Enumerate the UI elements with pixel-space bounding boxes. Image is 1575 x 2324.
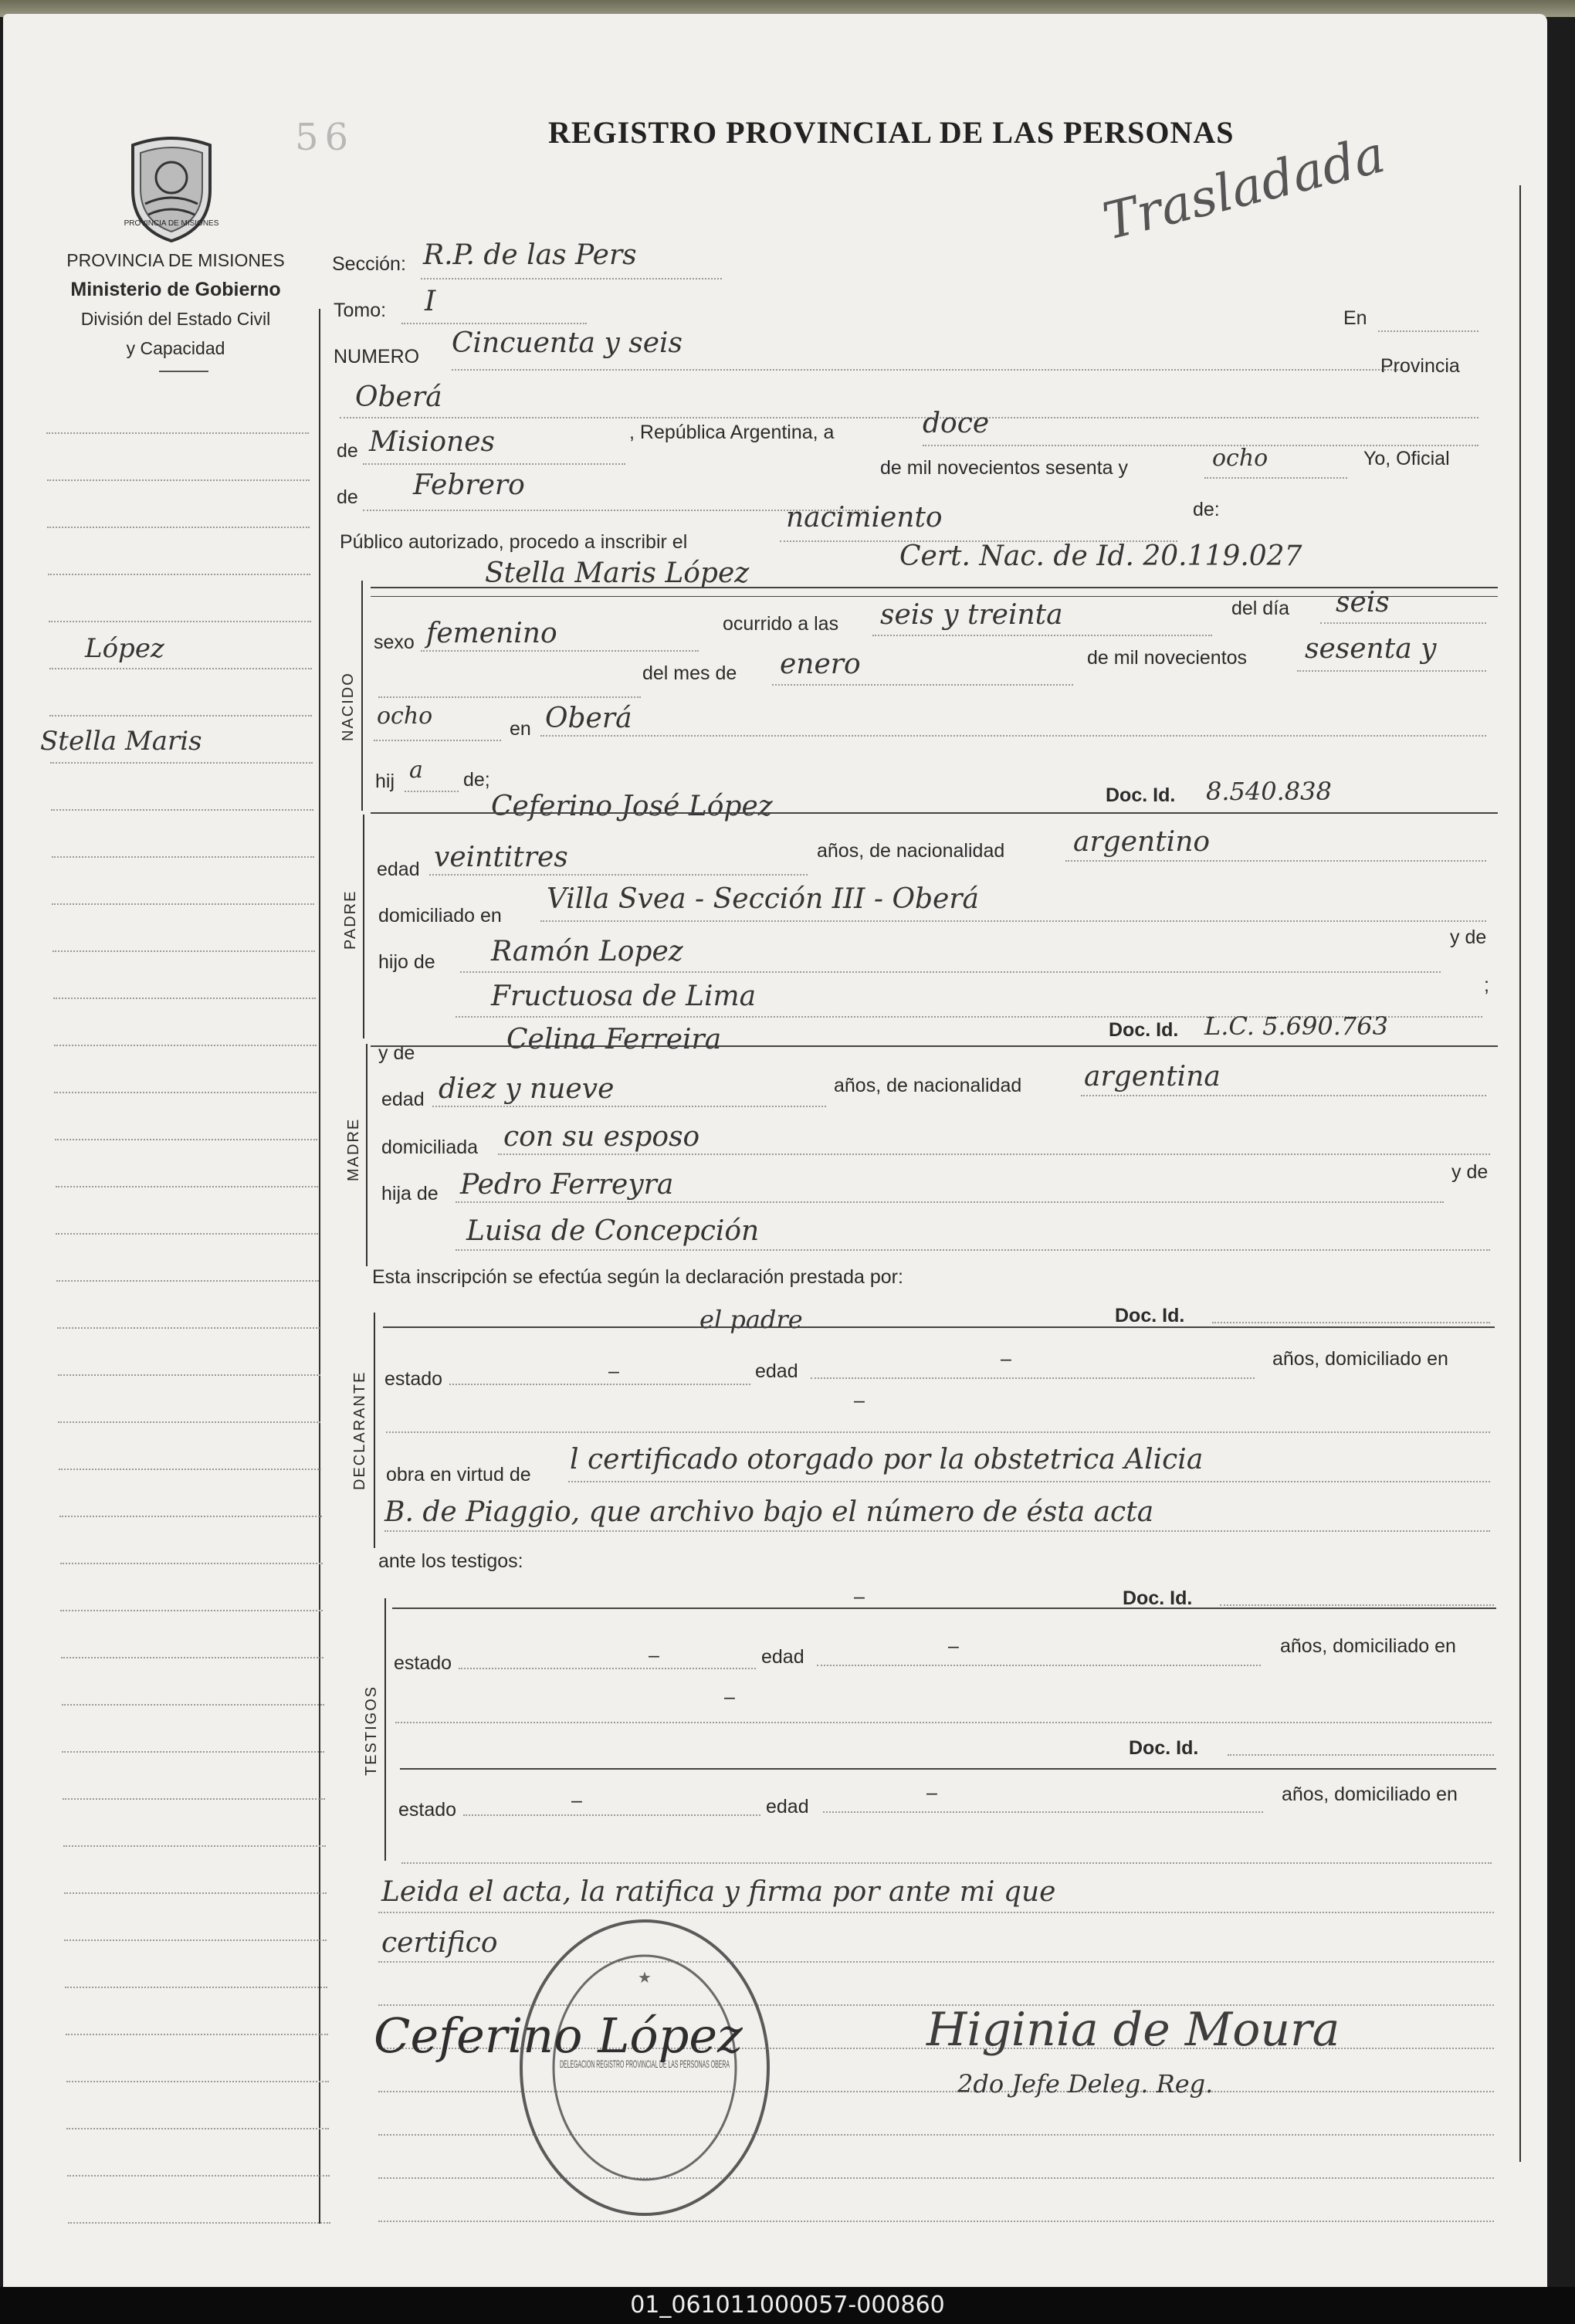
padre-hijo-label: hijo de [378, 951, 435, 973]
republica-label: , República Argentina, a [629, 422, 835, 443]
ocurrido-label: ocurrido a las [723, 613, 839, 635]
padre-anos-label: años, de nacionalidad [817, 840, 1005, 862]
ano-line [1204, 477, 1347, 479]
madre-doc-value: L.C. 5.690.763 [1204, 1011, 1388, 1041]
testigo2-edad-value: – [926, 1782, 937, 1804]
padre-padre-value: Ramón Lopez [491, 936, 683, 967]
margin-rule [51, 809, 313, 811]
margin-rule [47, 527, 310, 528]
yo-oficial-label: Yo, Oficial [1363, 448, 1450, 469]
margin-rule [65, 1987, 327, 1988]
testigo2-anos-label: años, domiciliado en [1282, 1784, 1458, 1805]
madre-dom-label: domiciliada [381, 1137, 479, 1158]
declarante-anos-label: años, domiciliado en [1272, 1348, 1448, 1370]
tomo-line [401, 323, 587, 324]
margin-rule [59, 1516, 322, 1517]
lugar-value: Oberá [355, 381, 442, 413]
obra-value-1: l certificado otorgado por la obstetrica Alicia [570, 1444, 1204, 1475]
margin-rule [56, 1280, 319, 1282]
testigos-label: ante los testigos: [378, 1550, 523, 1572]
madre-doc-label: Doc. Id. [1109, 1019, 1179, 1041]
margin-rule [48, 574, 310, 575]
obra-label: obra en virtud de [386, 1464, 531, 1486]
margin-rule [53, 998, 316, 999]
testigo2-estado-line [463, 1814, 760, 1816]
de-label-2: de [337, 486, 358, 508]
en-label-2: en [510, 718, 531, 740]
mil-novecientos-label-2: de mil novecientos [1087, 647, 1248, 669]
testigo2-doc-label: Doc. Id. [1129, 1737, 1199, 1759]
obra-value-2: B. de Piaggio, que archivo bajo el número de ésta acta [384, 1496, 1154, 1528]
margin-rule [47, 479, 310, 481]
acto-value: nacimiento [786, 502, 943, 534]
margin-rule [63, 1845, 326, 1847]
margin-rule [50, 762, 313, 764]
margin-rule [67, 2175, 330, 2177]
trasladada-stamp: Trasladada [1097, 124, 1391, 252]
dia-nac-line [1320, 622, 1486, 624]
testigo1-dom-line [395, 1722, 1492, 1723]
en-label: En [1343, 307, 1367, 329]
testigo1-edad-line [817, 1665, 1261, 1666]
registry-seal [510, 1913, 780, 2222]
obra-line-2 [384, 1530, 1490, 1532]
de-label: de [337, 440, 358, 462]
numero-label: NUMERO [334, 346, 420, 368]
padre-semicolon: ; [1484, 974, 1489, 996]
hora-line [872, 635, 1212, 636]
mes-value: Febrero [413, 469, 525, 501]
testigo2-edad-label: edad [766, 1796, 809, 1818]
signature-official: Higinia de Moura [926, 2003, 1340, 2057]
margin-rule [62, 1751, 324, 1753]
testigo2-edad-line [823, 1811, 1263, 1813]
testigo2-estado-label: estado [398, 1799, 457, 1821]
margin-rule [52, 950, 315, 952]
testigo2-estado-value: – [571, 1790, 582, 1811]
declarante-doc-line [1212, 1322, 1490, 1323]
sexo-label: sexo [374, 632, 415, 653]
mil-novecientos-label: de mil novecientos sesenta y [880, 457, 1129, 479]
madre-hija-label: hija de [381, 1183, 439, 1204]
tomo-value: I [425, 286, 436, 317]
madre-madre-value: Luisa de Concepción [466, 1215, 760, 1247]
padre-y-de-label: y de [1450, 927, 1487, 948]
ano-nac-value: sesenta y [1305, 633, 1437, 665]
declarante-estado-value: – [608, 1360, 619, 1382]
signature-declarante: Ceferino López [374, 2007, 743, 2064]
ano-nac-line [1297, 670, 1486, 672]
provincia-value: Misiones [369, 426, 496, 458]
nacido-rule [361, 581, 363, 811]
testigo1-estado-label: estado [394, 1652, 452, 1674]
hij-suffix-value: a [409, 757, 423, 784]
margin-rule [58, 1374, 320, 1376]
madre-rule [366, 1044, 368, 1266]
padre-padre-line [460, 971, 1441, 973]
madre-nombre-value: Celina Ferreira [506, 1024, 722, 1055]
declarante-estado-line [449, 1384, 750, 1385]
seccion-value: R.P. de las Pers [423, 239, 637, 271]
padre-dom-line [540, 920, 1486, 922]
nacido-top-rule [371, 587, 1498, 588]
division-line-2: y Capacidad [126, 338, 225, 358]
margin-rule [58, 1421, 320, 1423]
margin-rule [60, 1563, 323, 1564]
madre-edad-line [432, 1106, 826, 1107]
madre-anos-label: años, de nacionalidad [834, 1075, 1022, 1096]
padre-nombre-value: Ceferino José López [491, 791, 773, 822]
declarante-edad-value: – [1001, 1348, 1011, 1370]
lugar-nac-value: Oberá [545, 703, 632, 734]
testigo2-dom-line [401, 1862, 1492, 1864]
padre-top-rule [371, 812, 1498, 814]
madre-dom-value: con su esposo [503, 1121, 700, 1153]
seccion-label: Sección: [332, 253, 406, 275]
testigo1-edad-value: – [948, 1635, 959, 1657]
margin-rule [54, 1045, 317, 1046]
testigo2-top-rule [400, 1768, 1496, 1770]
testigo1-doc-label: Doc. Id. [1123, 1587, 1193, 1609]
ministry-header [31, 246, 320, 363]
margin-rule [59, 1469, 321, 1470]
nombre-value: Stella Maris López [485, 557, 750, 589]
del-dia-label: del día [1231, 598, 1290, 619]
padre-nac-line [1065, 860, 1486, 862]
madre-nac-line [1081, 1095, 1486, 1096]
testigo1-dom-value: – [724, 1686, 735, 1708]
margin-rule [55, 1139, 317, 1140]
madre-padre-line [456, 1201, 1444, 1203]
left-column-rule [319, 309, 320, 2224]
header-divider [159, 371, 208, 372]
margin-rule [64, 1939, 327, 1941]
margin-rule [60, 1610, 323, 1611]
madre-padre-value: Pedro Ferreyra [460, 1169, 674, 1201]
madre-top-rule [371, 1045, 1498, 1047]
padre-edad-line [429, 874, 808, 876]
tomo-label: Tomo: [334, 300, 387, 321]
testigo1-edad-label: edad [761, 1646, 804, 1668]
signature-official-title: 2do Jefe Deleg. Reg. [957, 2069, 1214, 2099]
page-number: 56 [295, 116, 355, 159]
testigo1-dash: – [854, 1586, 865, 1607]
de-semi-label: de; [463, 769, 490, 791]
padre-nac-value: argentino [1073, 826, 1211, 858]
image-caption: 01_061011000057-000860 [0, 2287, 1575, 2324]
declarante-value: el padre [699, 1305, 803, 1334]
margin-rule [62, 1704, 324, 1706]
province-line: PROVINCIA DE MISIONES [66, 250, 285, 270]
section-label-declarante: DECLARANTE [351, 1370, 368, 1490]
margin-rule [63, 1798, 325, 1800]
margin-rule [61, 1657, 323, 1658]
section-label-testigos: TESTIGOS [363, 1685, 380, 1776]
testigo1-doc-line [1220, 1604, 1494, 1606]
padre-rule [363, 815, 364, 1038]
closing-value-1: Leida el acta, la ratifica y firma por ante mi que [381, 1876, 1056, 1908]
testigo1-estado-line [459, 1668, 756, 1669]
mes-nac-lead-line [378, 696, 641, 698]
declarante-top-rule [383, 1326, 1495, 1328]
madre-edad-label: edad [381, 1089, 425, 1110]
hij-line [405, 791, 459, 792]
margin-rule [66, 2128, 329, 2129]
publico-label: Público autorizado, procedo a inscribir el [340, 531, 688, 553]
de-colon-label: de: [1193, 499, 1220, 520]
lugar-line [340, 417, 1478, 418]
province-crest-icon [122, 130, 221, 244]
ministry-line: Ministerio de Gobierno [70, 279, 281, 300]
cert-value: Cert. Nac. de Id. 20.119.027 [899, 540, 1302, 572]
margin-rule [66, 2081, 329, 2082]
margin-note-surname: López [85, 633, 164, 664]
margin-rule [52, 856, 314, 858]
numero-line [452, 369, 1401, 371]
margin-rule [49, 715, 312, 717]
page-title: REGISTRO PROVINCIAL DE LAS PERSONAS [548, 115, 1235, 150]
ano-nac-2-line [374, 740, 501, 741]
sexo-line [421, 650, 699, 652]
ano-value: ocho [1212, 445, 1268, 472]
declarante-dom-line [386, 1431, 1490, 1433]
testigo2-doc-line [1228, 1754, 1494, 1756]
provincia-label: Provincia [1380, 355, 1460, 377]
provincia-line [363, 463, 625, 465]
margin-rule [54, 1092, 317, 1093]
declarante-dom-value: – [854, 1390, 865, 1411]
testigo1-top-rule [392, 1607, 1496, 1609]
nacido-top-rule-2 [371, 596, 1498, 597]
padre-edad-label: edad [377, 859, 420, 880]
ano-nac-value-2: ocho [377, 703, 433, 730]
margin-rule [56, 1233, 318, 1235]
section-label-nacido: NACIDO [340, 672, 357, 741]
division-line: División del Estado Civil [80, 309, 271, 329]
testigos-rule [384, 1598, 386, 1861]
padre-doc-value: 8.540.838 [1206, 777, 1332, 806]
madre-y-de-label-2: y de [1451, 1161, 1489, 1183]
declarante-edad-label: edad [755, 1360, 798, 1382]
declarante-edad-line [811, 1377, 1255, 1379]
declarante-rule [374, 1313, 375, 1548]
mes-nac-value: enero [780, 649, 861, 680]
margin-rule [46, 432, 309, 434]
padre-edad-value: veintitres [434, 842, 568, 873]
section-label-madre: MADRE [345, 1117, 362, 1181]
del-mes-label: del mes de [642, 662, 737, 684]
padre-doc-label: Doc. Id. [1106, 784, 1176, 806]
margin-rule [49, 621, 311, 622]
margin-rule [56, 1186, 318, 1187]
margin-rule [64, 1892, 327, 1894]
padre-dom-label: domiciliado en [378, 905, 502, 927]
margin-rule [49, 668, 312, 669]
margin-rule [57, 1327, 320, 1329]
padre-dom-value: Villa Svea - Sección III - Oberá [547, 883, 979, 915]
margin-rule [52, 903, 314, 905]
seal-text: DELEGACION REGISTRO PROVINCIAL DE LAS PERSONAS OBERA [560, 2058, 730, 2070]
section-label-padre: PADRE [342, 889, 359, 950]
seccion-line [421, 278, 722, 279]
dia-nac-value: seis [1336, 587, 1390, 618]
dia-value: doce [923, 408, 990, 439]
madre-nac-value: argentina [1084, 1061, 1221, 1093]
madre-madre-line [456, 1249, 1490, 1251]
testigo1-anos-label: años, domiciliado en [1280, 1635, 1456, 1657]
margin-rule [66, 2034, 328, 2035]
declaracion-label: Esta inscripción se efectúa según la declaración prestada por: [372, 1266, 903, 1288]
sexo-value: femenino [426, 618, 557, 649]
madre-dom-line [498, 1154, 1490, 1155]
padre-madre-value: Fructuosa de Lima [491, 981, 757, 1012]
margin-note-given-names: Stella Maris [40, 726, 202, 757]
dia-line [923, 445, 1478, 446]
margin-rule [68, 2222, 330, 2224]
declarante-estado-label: estado [384, 1368, 443, 1390]
right-border [1519, 185, 1521, 2162]
testigo1-estado-value: – [649, 1645, 659, 1666]
closing-value-2: certifico [381, 1927, 498, 1959]
mes-nac-line [772, 684, 1073, 686]
obra-line-1 [568, 1481, 1490, 1482]
hora-value: seis y treinta [880, 599, 1063, 631]
declarante-doc-label: Doc. Id. [1115, 1305, 1185, 1326]
lugar-nac-line [540, 735, 1486, 737]
svg-text:★: ★ [638, 1970, 652, 1987]
madre-edad-value: diez y nueve [439, 1073, 615, 1105]
numero-value: Cincuenta y seis [452, 327, 683, 359]
madre-y-de-label: y de [378, 1042, 415, 1064]
en-line [1378, 330, 1478, 332]
hij-label: hij [375, 771, 395, 792]
crest-label: PROVINCIA DE MISIONES [124, 219, 219, 228]
